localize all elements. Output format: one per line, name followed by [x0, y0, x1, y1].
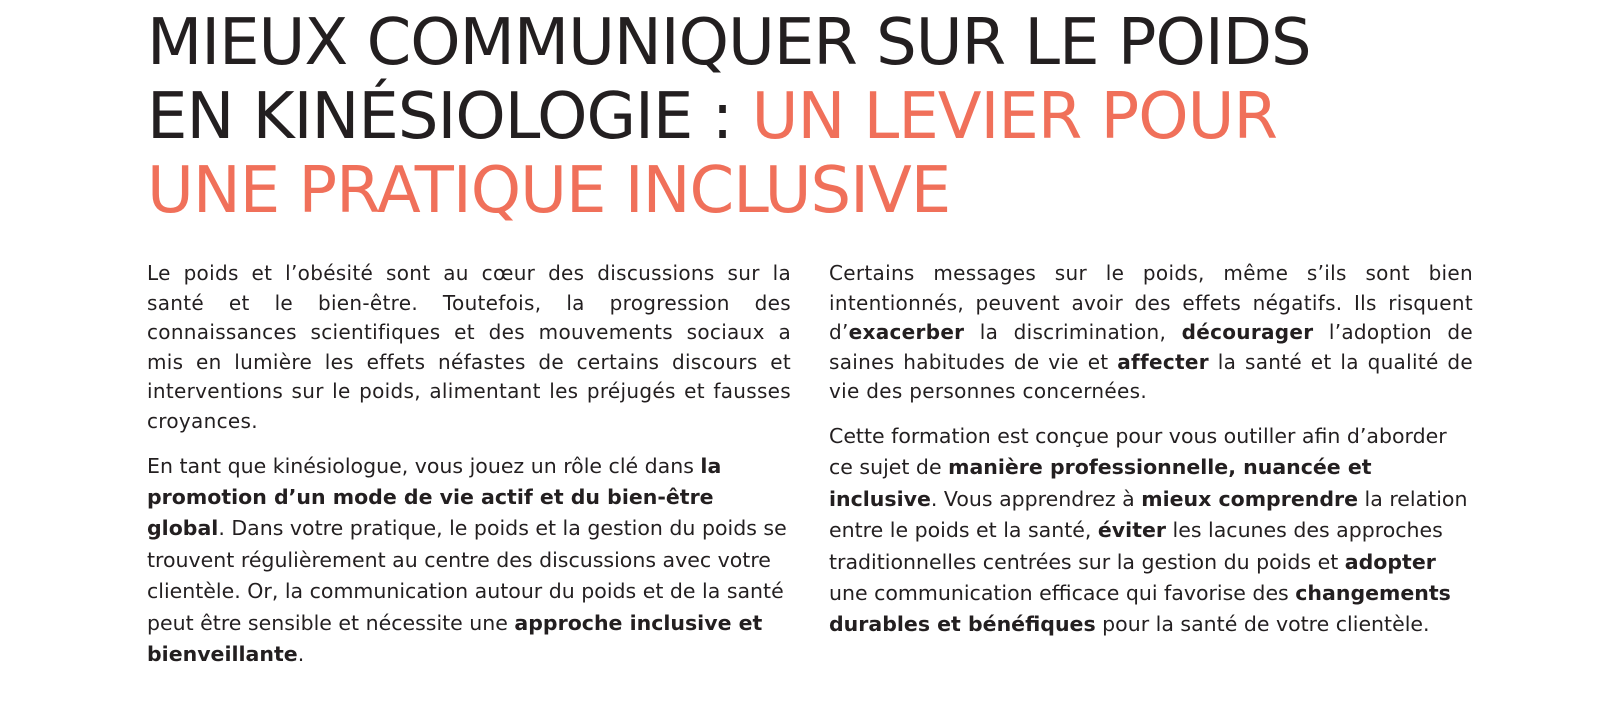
title-line-1: MIEUX COMMUNIQUER SUR LE POIDS — [147, 6, 1311, 80]
title-line-3: UNE PRATIQUE INCLUSIVE — [147, 154, 951, 228]
messages-effects-paragraph — [829, 259, 1473, 407]
training-description-paragraph — [829, 421, 1473, 641]
text-span: pour la santé de votre clientèle. — [1095, 612, 1430, 637]
text-span: la santé et la qualité de vie des personnes concernées. — [829, 349, 1473, 404]
title-line-2-accent: UN LEVIER POUR — [751, 80, 1277, 154]
emphasis-professional-manner: manière professionnelle, nuancée et inclusive — [829, 455, 1372, 511]
page-title — [147, 6, 1547, 228]
text-span: . Dans votre pratique, le poids et la gestion du poids se trouvent régulièrement au centre des discussions avec votre clientèle. Or, la communication autour du poids et de la santé peut être sensible et nécessite une — [147, 516, 787, 635]
emphasis-mieux-comprendre: mieux comprendre — [1141, 486, 1359, 511]
emphasis-inclusive-approach: approche inclusive et bienveillante — [147, 610, 763, 666]
emphasis-eviter: éviter — [1097, 518, 1167, 543]
text-span: la relation entre le poids et la santé, — [829, 486, 1468, 543]
emphasis-active-lifestyle: la promotion d’un mode de vie actif et du bien-être global — [147, 453, 722, 541]
emphasis-decourager: décourager — [1181, 320, 1314, 345]
emphasis-durable-changes: changements durables et bénéfiques — [829, 581, 1451, 637]
emphasis-adopter: adopter — [1344, 549, 1436, 574]
text-span: les lacunes des approches traditionnelles centrées sur la gestion du poids et — [829, 518, 1443, 574]
text-span: une communication efficace qui favorise des — [829, 581, 1296, 605]
text-span: la discrimination, — [964, 320, 1182, 345]
text-span: En tant que kinésiologue, vous jouez un rôle clé dans — [147, 453, 701, 478]
text-span: . Vous apprendrez à — [930, 486, 1142, 511]
text-span: l’adoption de saines habitudes de vie et — [829, 320, 1473, 374]
text-span: Cette formation est conçue pour vous outiller afin d’aborder ce sujet de — [829, 423, 1447, 480]
text-span: . — [297, 642, 305, 666]
intro-paragraph: Le poids et l’obésité sont au cœur des discussions sur la santé et le bien-être. Toutefois, la progression des connaissances scientifiques et des mouvements sociaux a mis en lumière les effets néfastes de certains discours et interventions sur le poids, alimentant les préjugés et fausses croyances. — [147, 261, 791, 433]
title-line-2 — [147, 80, 1547, 154]
emphasis-exacerber: exacerber — [848, 320, 965, 345]
title-line-2-dark: EN KINÉSIOLOGIE : — [147, 80, 752, 154]
text-span: Certains messages sur le poids, même s’ils sont bien intentionnés, peuvent avoir des effets négatifs. Ils risquent d’ — [829, 261, 1473, 345]
right-column — [829, 259, 1473, 641]
left-column — [147, 259, 791, 670]
emphasis-affecter: affecter — [1117, 349, 1209, 374]
kinesiologist-role-paragraph — [147, 451, 791, 671]
